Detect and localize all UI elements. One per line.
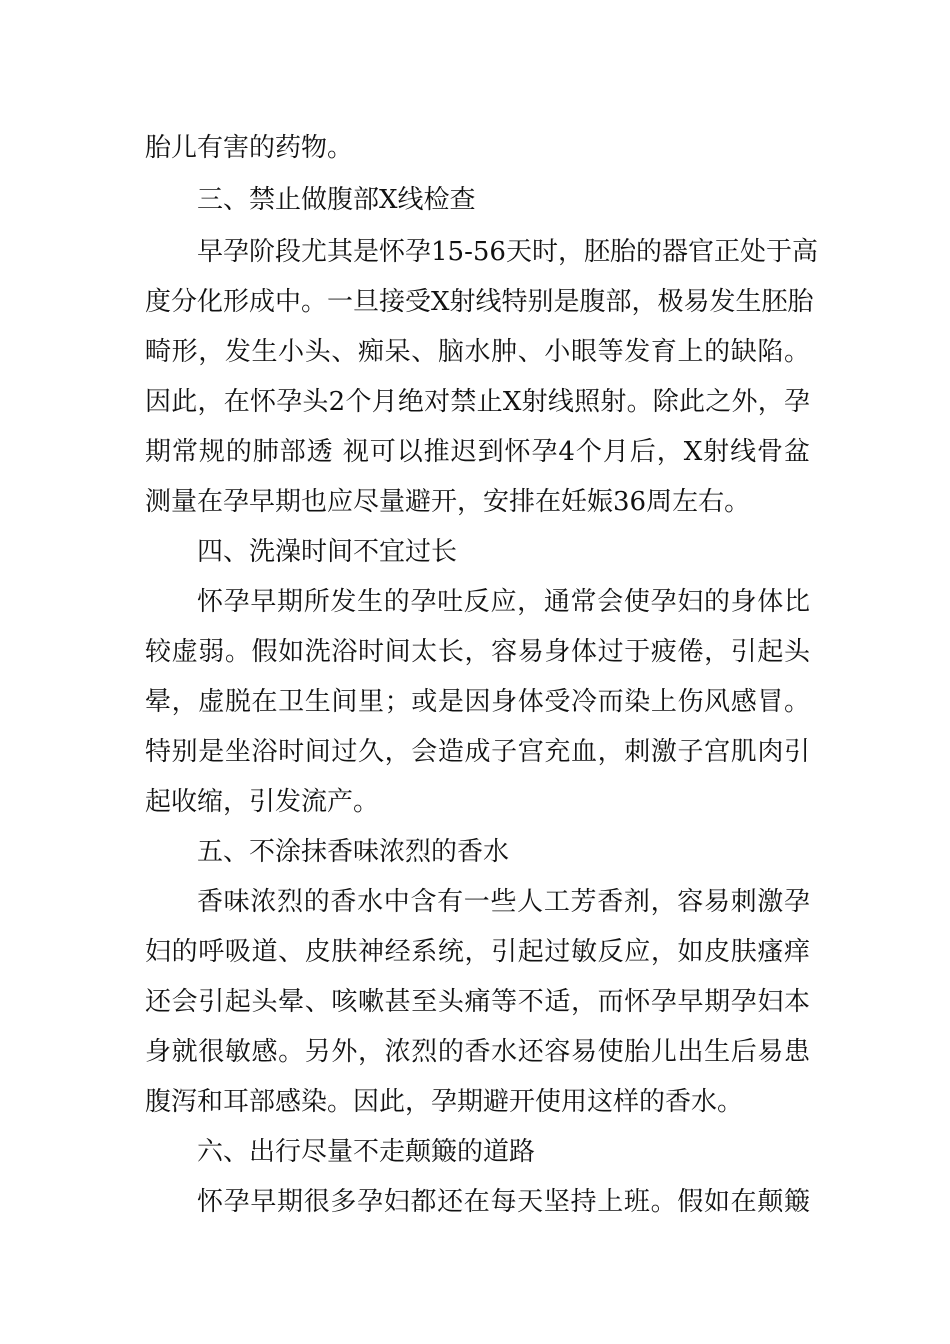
text-line: 起收缩，引发流产。 (145, 787, 380, 817)
text-line: 畸形，发生小头、痴呆、脑水肿、小眼等发育上的缺陷。 (145, 337, 810, 367)
text-line: 妇的呼吸道、皮肤神经系统，引起过敏反应，如皮肤瘙痒 (145, 937, 810, 967)
section-heading: 五、不涂抹香味浓烈的香水 (197, 837, 510, 867)
text-line: 较虚弱。假如洗浴时间太长，容易身体过于疲倦，引起头 (145, 637, 810, 667)
text-line: 还会引起头晕、咳嗽甚至头痛等不适，而怀孕早期孕妇本 (145, 987, 810, 1017)
text-line: 特别是坐浴时间过久，会造成子宫充血，刺激子宫肌肉引 (145, 737, 810, 767)
text-line: 期常规的肺部透 视可以推迟到怀孕4个月后，X射线骨盆 (145, 437, 810, 467)
text-line: 腹泻和耳部感染。因此，孕期避开使用这样的香水。 (145, 1087, 744, 1117)
section-heading: 四、洗澡时间不宜过长 (197, 537, 458, 567)
text-line: 身就很敏感。另外，浓烈的香水还容易使胎儿出生后易患 (145, 1037, 810, 1067)
text-line: 度分化形成中。一旦接受X射线特别是腹部，极易发生胚胎 (145, 287, 814, 317)
text-line: 晕，虚脱在卫生间里；或是因身体受冷而染上伤风感冒。 (145, 687, 810, 717)
section-heading: 六、出行尽量不走颠簸的道路 (197, 1137, 536, 1167)
text-line: 怀孕早期很多孕妇都还在每天坚持上班。假如在颠簸 (197, 1187, 810, 1217)
text-line: 胎儿有害的药物。 (145, 133, 354, 163)
text-line: 早孕阶段尤其是怀孕15-56天时，胚胎的器官正处于高 (197, 237, 818, 267)
text-line: 怀孕早期所发生的孕吐反应，通常会使孕妇的身体比 (197, 587, 810, 617)
section-heading: 三、禁止做腹部X线检查 (197, 185, 476, 215)
text-line: 测量在孕早期也应尽量避开，安排在妊娠36周左右。 (145, 487, 751, 517)
text-line: 香味浓烈的香水中含有一些人工芳香剂，容易刺激孕 (197, 887, 810, 917)
text-line: 因此，在怀孕头2个月绝对禁止X射线照射。除此之外，孕 (145, 387, 810, 417)
